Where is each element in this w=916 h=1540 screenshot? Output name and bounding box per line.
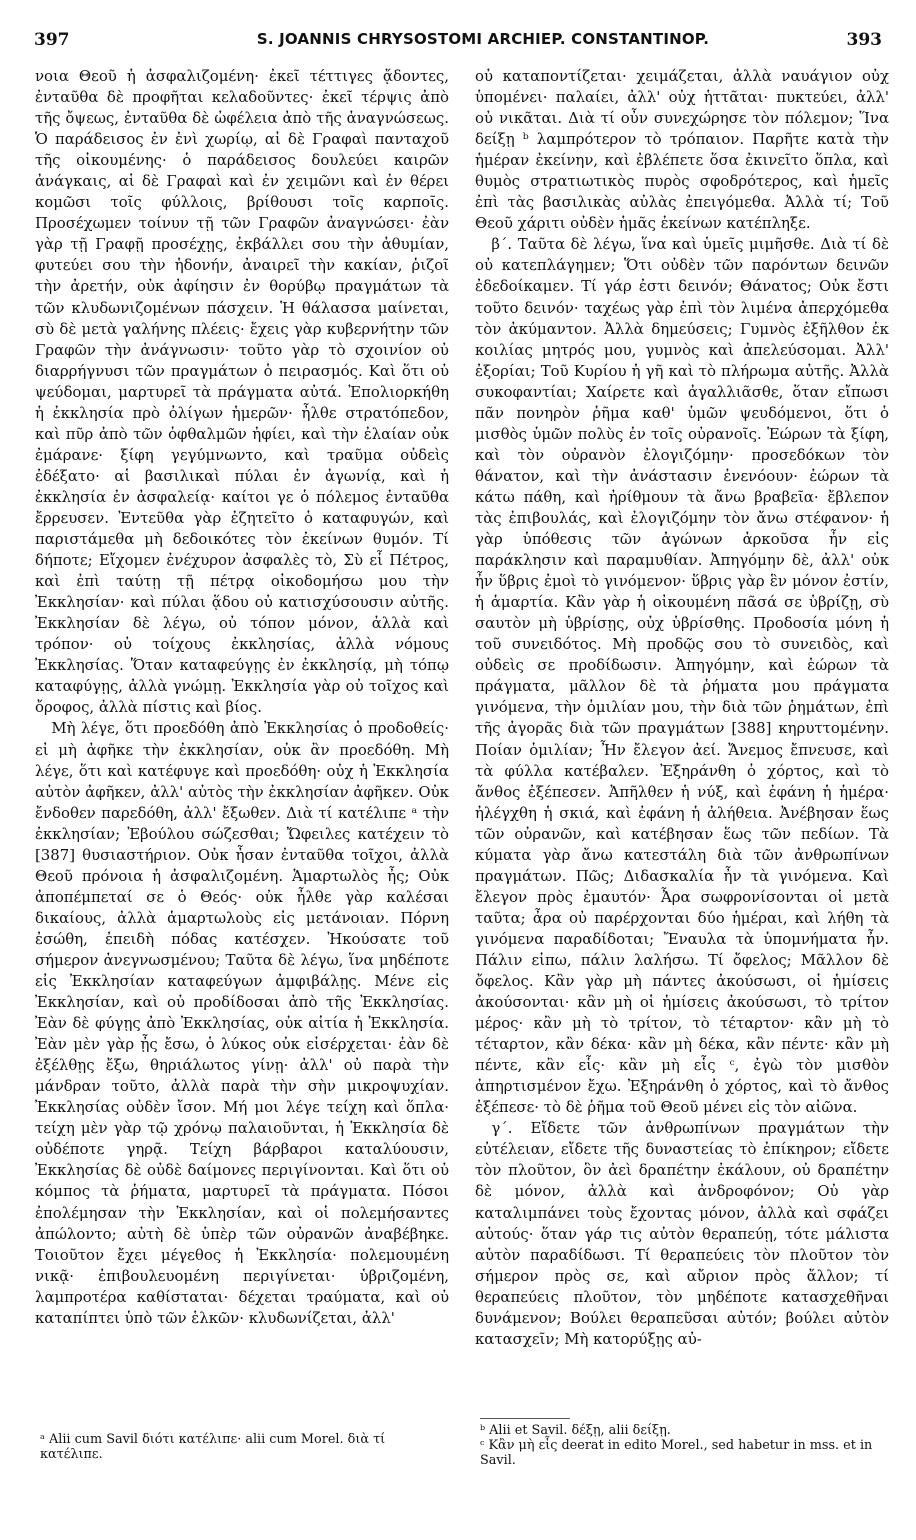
- footnote: ᶜ Κἂν μὴ εἷς deerat in edito Morel., sed habetur in mss. et in Savil.: [480, 1438, 873, 1468]
- right-column: [475, 66, 889, 1350]
- page-number-left: 397: [34, 30, 70, 50]
- paragraph: γ΄. Εἴδετε τῶν ἀνθρωπίνων πραγμάτων τὴν εὐτέλειαν, εἴδετε τῆς δυναστείας τὸ ἐπίκηρον; εἴδετε τὸν πλοῦτον, ὃν ἀεὶ δραπέτην ἐκάλουν, οὐ δραπέτην δὲ μόνον, ἀλλὰ καὶ ἀνδροφόνον; Οὐ γὰρ καταλιμπάνει τοὺς ἔχοντας μόνον, ἀλλὰ καὶ σφάζει αὐτούς· ὅταν γάρ τις αὐτὸν θεραπεύῃ, τότε μάλιστα αὐτὸν παραδίδωσι. Τί θεραπεύεις τὸν πλοῦτον τὸν σήμερον πρὸς σε, καὶ αὔριον πρὸς ἄλλον; τί θεραπεύεις πλοῦτον, τὸν μηδέποτε κατασχεθῆναι δυνάμενον; Βούλει θεραπεῦσαι αὐτόν; βούλει αὐτὸν κατασχεῖν; Μὴ κατορύξῃς αὐ-: [475, 1119, 889, 1348]
- footnotes-right: [480, 1423, 890, 1468]
- left-column: [35, 66, 449, 1329]
- paragraph: Μὴ λέγε, ὅτι προεδόθη ἀπὸ Ἐκκλησίας ὁ προδοθείς· εἰ μὴ ἀφῆκε τὴν ἐκκλησίαν, οὐκ ἂν προεδόθη. Μὴ λέγε, ὅτι καὶ κατέφυγε καὶ προεδόθη· οὐχ ἡ Ἐκκλησία αὐτὸν ἀφῆκεν, ἀλλ' αὐτὸς τὴν ἐκκλησίαν ἀφῆκεν. Οὐκ ἔνδοθεν παρεδόθη, ἀλλ' ἔξωθεν. Διὰ τί κατέλιπε ᵃ τὴν ἐκκλησίαν; Ἐβούλου σώζεσθαι; Ὤφειλες κατέχειν τὸ [387] θυσιαστήριον. Οὐκ ἦσαν ἐνταῦθα τοῖχοι, ἀλλὰ Θεοῦ πρόνοια ἡ ἀσφαλιζομένη. Ἁμαρτωλὸς ἦς; Οὐκ ἀποπέμπεταί σε ὁ Θεός· οὐκ ἦλθε γὰρ καλέσαι δικαίους, ἀλλὰ ἁμαρτωλοὺς εἰς μετάνοιαν. Πόρνη ἐσώθη, ἐπειδὴ πόδας κατέσχεν. Ἠκούσατε τοῦ σήμερον ἀνεγνωσμένου; Ταῦτα δὲ λέγω, ἵνα μηδέποτε εἰς Ἐκκλησίαν καταφεύγων ἀμφιβάλῃς. Μένε εἰς Ἐκκλησίαν, καὶ οὐ προδίδοσαι ἀπὸ τῆς Ἐκκλησίας. Ἐὰν δὲ φύγῃς ἀπὸ Ἐκκλησίας, οὐκ αἰτία ἡ Ἐκκλησία. Ἐὰν μὲν γὰρ ᾖς ἔσω, ὁ λύκος οὐκ εἰσέρχεται· ἐὰν δὲ ἐξέλθῃς ἔξω, θηριάλωτος γίνῃ· ἀλλ' οὐ παρὰ τὴν μάνδραν τοῦτο, ἀλλὰ παρὰ τὴν σὴν μικροψυχίαν. Ἐκκλησίας οὐδὲν ἴσον. Μή μοι λέγε τείχη καὶ ὅπλα· τείχη μὲν γὰρ τῷ χρόνῳ παλαιοῦνται, ἡ Ἐκκλησία δὲ οὐδέποτε γηρᾷ. Τείχη βάρβαροι καταλύουσιν, Ἐκκλησίας δὲ οὐδὲ δαίμονες περιγίνονται. Καὶ ὅτι οὐ κόμπος τὰ ῥήματα, μαρτυρεῖ τὰ πράγματα. Πόσοι ἐπολέμησαν τὴν Ἐκκλησίαν, καὶ οἱ πολεμήσαντες ἀπώλοντο; αὐτὴ δὲ ὑπὲρ τῶν οὐρανῶν ἀναβέβηκε. Τοιοῦτον ἔχει μέγεθος ἡ Ἐκκλησία· πολεμουμένη νικᾷ· ἐπιβουλευομένη περιγίνεται· ὑβριζομένη, λαμπροτέρα καθίσταται· δέχεται τραύματα, καὶ οὐ καταπίπτει ὑπὸ τῶν ἑλκῶν· κλυδωνίζεται, ἀλλ': [35, 719, 449, 1327]
- running-title: S. JOANNIS CHRYSOSTOMI ARCHIEP. CONSTANTINOP.: [256, 30, 710, 48]
- page-number-right: 393: [846, 30, 882, 50]
- paragraph: νοια Θεοῦ ἡ ἀσφαλιζομένη· ἐκεῖ τέττιγες ᾄδοντες, ἐνταῦθα δὲ προφῆται κελαδοῦντες· ἐκεῖ τέρψις ἀπὸ τῆς ὄψεως, ἐνταῦθα δὲ ὠφέλεια ἀπὸ τῆς ἀναγνώσεως. Ὁ παράδεισος ἐν ἑνὶ χωρίῳ, αἱ δὲ Γραφαὶ πανταχοῦ τῆς οἰκουμένης· ὁ παράδεισος δουλεύει καιρῶν ἀνάγκαις, αἱ δὲ Γραφαὶ καὶ ἐν χειμῶνι καὶ ἐν θέρει κομῶσι τοῖς φύλλοις, βρίθουσι τοῖς καρποῖς. Προσέχωμεν τοίνυν τῇ τῶν Γραφῶν ἀναγνώσει· ἐὰν γὰρ τῇ Γραφῇ προσέχῃς, ἐκβάλλει σου τὴν ἀθυμίαν, φυτεύει σου τὴν ἡδονήν, ἀναιρεῖ τὴν κακίαν, ῥιζοῖ τὴν ἀρετήν, οὐκ ἀφίησιν ἐν θορύβῳ πραγμάτων τὰ τῶν κλυδωνιζομένων πάσχειν. Ἡ θάλασσα μαίνεται, σὺ δὲ μετὰ γαλήνης πλέεις· ἔχεις γὰρ κυβερνήτην τῶν Γραφῶν τὴν ἀνάγνωσιν· τοῦτο γὰρ τὸ σχοινίον οὐ διαρρήγνυσι τῶν πραγμάτων ὁ πειρασμός. Καὶ ὅτι οὐ ψεύδομαι, μαρτυρεῖ τὰ πράγματα αὐτά. Ἐπολιορκήθη ἡ ἐκκλησία πρὸ ὀλίγων ἡμερῶν· ἦλθε στρατόπεδον, καὶ πῦρ ἀπὸ τῶν ὀφθαλμῶν ἠφίει, καὶ τὴν ἐλαίαν οὐκ ἐμάρανε· ξίφη γεγύμνωντο, καὶ τραῦμα οὐδεὶς ἐδέξατο· αἱ βασιλικαὶ πύλαι ἐν ἀγωνίᾳ, καὶ ἡ ἐκκλησία ἐν ἀσφαλείᾳ· καίτοι γε ὁ πόλεμος ἐνταῦθα ἔρρευσεν. Ἐντεῦθα γὰρ ἐζητεῖτο ὁ καταφυγών, καὶ παριστάμεθα μὴ δεδοικότες τὸν ἐκείνων θυμόν. Τί δήποτε; Εἴχομεν ἐνέχυρον ἀσφαλὲς τὸ, Σὺ εἶ Πέτρος, καὶ ἐπὶ ταύτῃ τῇ πέτρᾳ οἰκοδομήσω μου τὴν Ἐκκλησίαν· καὶ πύλαι ᾅδου οὐ κατισχύσουσιν αὐτῆς. Ἐκκλησίαν δὲ λέγω, οὐ τόπον μόνον, ἀλλὰ καὶ τρόπον· οὐ τοίχους ἐκκλησίας, ἀλλὰ νόμους Ἐκκλησίας. Ὅταν καταφεύγῃς ἐν ἐκκλησίᾳ, μὴ τόπῳ καταφύγῃς, ἀλλὰ γνώμῃ. Ἐκκλησία γὰρ οὐ τοῖχος καὶ ὄροφος, ἀλλὰ πίστις καὶ βίος.: [35, 67, 449, 717]
- footnote: ᵃ Alii cum Savil διότι κατέλιπε· alii cum Morel. διὰ τί κατέλιπε.: [40, 1432, 386, 1462]
- paragraph: οὐ καταποντίζεται· χειμάζεται, ἀλλὰ ναυάγιον οὐχ ὑπομένει· παλαίει, ἀλλ' οὐχ ἡττᾶται· πυκτεύει, ἀλλ' οὐ νικᾶται. Διὰ τί οὖν συνεχώρησε τὸν πόλεμον; Ἵνα δείξῃ ᵇ λαμπρότερον τὸ τρόπαιον. Παρῆτε κατὰ τὴν ἡμέραν ἐκείνην, καὶ ἐβλέπετε ὅσα ἐκινεῖτο ὅπλα, καὶ θυμὸς στρατιωτικὸς πυρὸς σφοδρότερος, καὶ ἡμεῖς ἐπὶ τὰς βασιλικὰς αὐλὰς ἐπειγόμεθα. Ἀλλὰ τί; Τοῦ Θεοῦ χάριτι οὐδὲν ἡμᾶς ἐκείνων κατέπληξε.: [475, 67, 889, 233]
- footnotes-left: [40, 1432, 450, 1462]
- footnote-rule: [480, 1418, 570, 1419]
- footnote: ᵇ Alii et Savil. δέξῃ, alii δείξῃ.: [480, 1423, 671, 1438]
- running-header: [34, 30, 882, 60]
- paragraph: β΄. Ταῦτα δὲ λέγω, ἵνα καὶ ὑμεῖς μιμῆσθε. Διὰ τί δὲ οὐ κατεπλάγημεν; Ὅτι οὐδὲν τῶν παρόντων δεινῶν ἐδεδοίκαμεν. Τί γάρ ἐστι δεινόν; Θάνατος; Οὐκ ἔστι τοῦτο δεινόν· ταχέως γὰρ ἐπὶ τὸν λιμένα ἀπερχόμεθα τὸν ἀκύμαντον. Ἀλλὰ δημεύσεις; Γυμνὸς ἐξῆλθον ἐκ κοιλίας μητρός μου, γυμνὸς καὶ ἀπελεύσομαι. Ἀλλ' ἐξορίαι; Τοῦ Κυρίου ἡ γῆ καὶ τὸ πλήρωμα αὐτῆς. Ἀλλὰ συκοφαντίαι; Χαίρετε καὶ ἀγαλλιᾶσθε, ὅταν εἴπωσι πᾶν πονηρὸν ῥῆμα καθ' ὑμῶν ψευδόμενοι, ὅτι ὁ μισθὸς ὑμῶν πολὺς ἐν τοῖς οὐρανοῖς. Ἑώρων τὰ ξίφη, καὶ τὸν οὐρανὸν ἐλογιζόμην· προσεδόκων τὸν θάνατον, καὶ τὴν ἀνάστασιν ἐνενόουν· ἑώρων τὰ κάτω πάθη, καὶ ἠρίθμουν τὰ ἄνω βραβεῖα· ἔβλεπον τὰς ἐπιβουλάς, καὶ ἐλογιζόμην τὸν ἄνω στέφανον· ἡ γὰρ ὑπόθεσις τῶν ἀγώνων ἀρκοῦσα ἦν εἰς παράκλησιν καὶ παραμυθίαν. Ἀπηγόμην δὲ, ἀλλ' οὐκ ἦν ὕβρις ἐμοὶ τὸ γινόμενον· ὕβρις γὰρ ἓν μόνον ἐστίν, ἡ ἁμαρτία. Κἂν γὰρ ἡ οἰκουμένη πᾶσά σε ὑβρίζῃ, σὺ σαυτὸν μὴ ὑβρίσῃς, οὐχ ὑβρίσθης. Προδοσία μόνη ἡ τοῦ συνειδότος. Μὴ προδῷς σου τὸ συνειδὸς, καὶ οὐδεὶς σε προδίδωσιν. Ἀπηγόμην, καὶ ἑώρων τὰ πράγματα, μᾶλλον δὲ τὰ ῥήματα μου πράγματα γινόμενα, τὴν ὁμιλίαν μου, τὴν διὰ τῶν ῥημάτων, ἐπὶ τῆς ἀγορᾶς διὰ τῶν πραγμάτων [388] κηρυττομένην. Ποίαν ὁμιλίαν; Ἦν ἔλεγον ἀεί. Ἄνεμος ἔπνευσε, καὶ τὰ φύλλα κατέβαλεν. Ἐξηράνθη ὁ χόρτος, καὶ τὸ ἄνθος ἐξέπεσεν. Ἀπῆλθεν ἡ νύξ, καὶ ἐφάνη ἡ ἡμέρα· ἠλέγχθη ἡ σκιά, καὶ ἐφάνη ἡ ἀλήθεια. Ἀνέβησαν ἕως τῶν οὐρανῶν, καὶ κατέβησαν ἕως τῶν πεδίων. Τὰ κύματα γὰρ ἄνω κατεστάλη διὰ τῶν ἀνθρωπίνων πραγμάτων. Πῶς; Διδασκαλία ἦν τὰ γινόμενα. Καὶ ἔλεγον πρὸς ἐμαυτόν· Ἆρα σωφρονίσονται οἱ μετὰ ταῦτα; ἆρα οὐ παρέρχονται δύο ἡμέραι, καὶ λήθη τὰ γινόμενα παραδίδοται; Ἔναυλα τὰ ὑπομνήματα ἦν. Πάλιν εἰπω, πάλιν λαλήσω. Τί ὄφελος; Μᾶλλον δὲ ὄφελος. Κἂν γὰρ μὴ πάντες ἀκούσωσι, οἱ ἡμίσεις ἀκούσονται· κἂν μὴ οἱ ἡμίσεις ἀκούσωσι, τὸ τρίτον μέρος· κἂν μὴ τὸ τρίτον, τὸ τέταρτον· κἂν μὴ τὸ τέταρτον, κἂν δέκα· κἂν μὴ δέκα, κἂν πέντε· κἂν μὴ πέντε, κἂν εἷς· κἂν μὴ εἷς ᶜ, ἐγὼ τὸν μισθὸν ἀπηρτισμένον ἔχω. Ἐξηράνθη ὁ χόρτος, καὶ τὸ ἄνθος ἐξέπεσε· τὸ δὲ ῥῆμα τοῦ Θεοῦ μένει εἰς τὸν αἰῶνα.: [475, 235, 889, 1117]
